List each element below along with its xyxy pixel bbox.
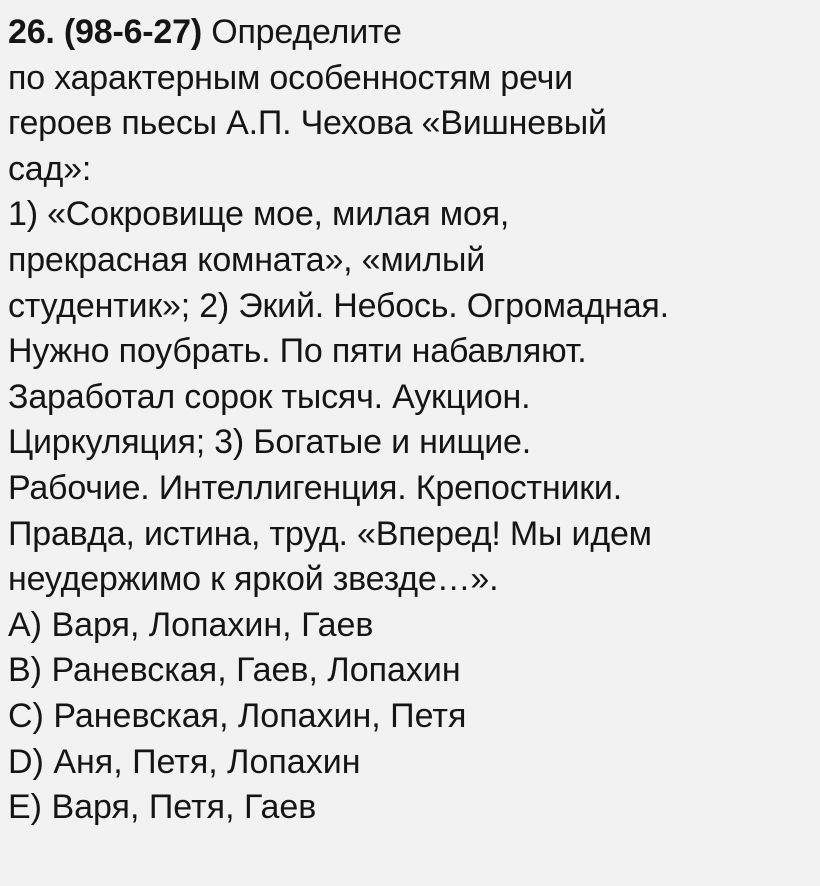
- question-line: Нужно поубрать. По пяти набавляют.: [8, 332, 587, 371]
- question-line: по характерным особенностям речи: [8, 58, 573, 97]
- answer-option-d: D) Аня, Петя, Лопахин: [8, 742, 361, 781]
- question-line: прекрасная комната», «милый: [8, 240, 485, 279]
- question-first-line: [8, 10, 816, 56]
- answer-option-b: B) Раневская, Гаев, Лопахин: [8, 651, 461, 690]
- answer-option-a: A) Варя, Лопахин, Гаев: [8, 605, 374, 644]
- document-page: [8, 10, 816, 831]
- question-line: неудержимо к яркой звезде…».: [8, 560, 499, 599]
- question-line: Определите: [211, 13, 402, 51]
- answer-option-e: E) Варя, Петя, Гаев: [8, 788, 317, 827]
- question-line: 1) «Сокровище мое, милая моя,: [8, 195, 510, 234]
- question-line: сад»:: [8, 149, 92, 188]
- question-line: Рабочие. Интеллигенция. Крепостники.: [8, 468, 622, 507]
- answer-option-c: C) Раневская, Лопахин, Петя: [8, 696, 467, 735]
- question-line: героев пьесы А.П. Чехова «Вишневый: [8, 104, 607, 143]
- question-line: студентик»; 2) Экий. Небось. Огромадная.: [8, 286, 669, 325]
- question-line: Правда, истина, труд. «Вперед! Мы идем: [8, 514, 652, 553]
- question-number: 26. (98-6-27): [8, 13, 202, 51]
- question-line: Заработал сорок тысяч. Аукцион.: [8, 377, 531, 416]
- question-line: Циркуляция; 3) Богатые и нищие.: [8, 423, 531, 462]
